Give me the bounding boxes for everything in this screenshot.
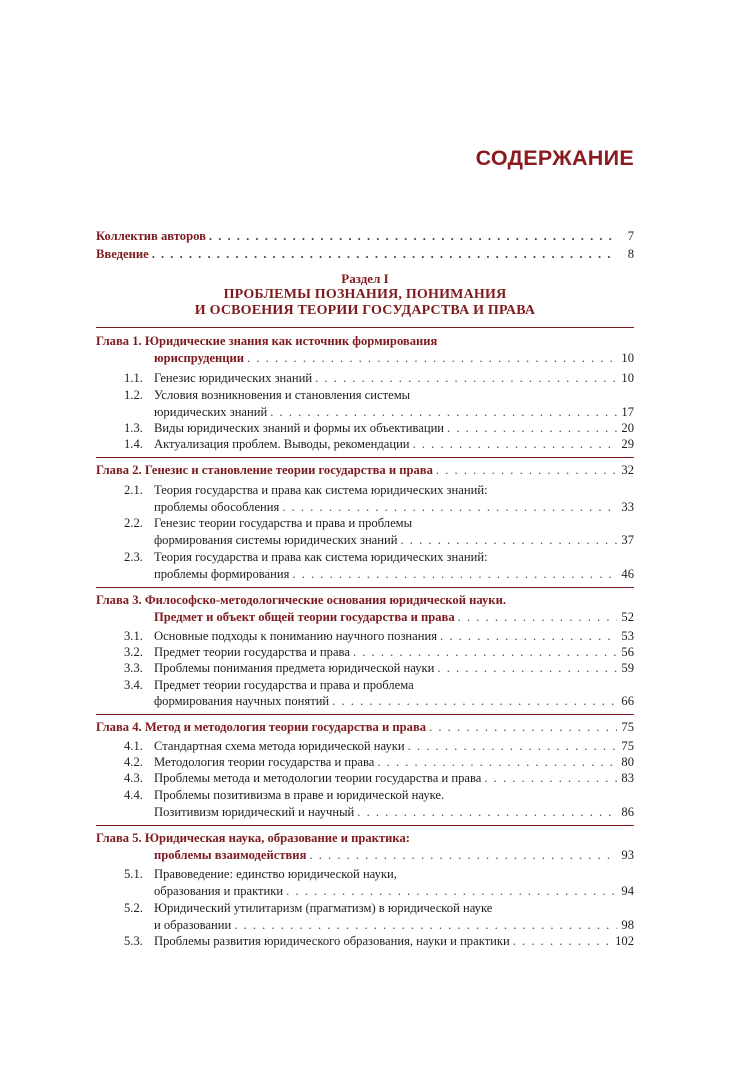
page-number: 17 [621,405,634,419]
dot-leader [408,738,617,755]
chapter-title-line1: Метод и методология теории государства и права [144,720,427,734]
section-label: Раздел I [341,271,389,286]
dot-leader [447,420,617,437]
item-number: 4.1. [124,739,143,753]
chapter-title-line2: проблемы взаимодействия [154,848,307,862]
item-title: Предмет теории государства и права и проблема [154,678,414,692]
dot-leader [247,350,617,367]
item-title-line2: проблемы обособления [154,500,280,514]
item-number: 2.1. [124,483,143,497]
item-title: Методология теории государства и права [154,755,375,769]
page-number: 75 [621,720,634,734]
page-number: 56 [621,645,634,659]
dot-leader [270,404,617,421]
dot-leader [484,770,617,787]
chapter-5-cont[interactable] [96,847,634,864]
divider [96,457,634,458]
toc-item[interactable] [124,387,634,404]
entry-label: Коллектив авторов [96,229,206,243]
toc-entry-authors[interactable] [96,228,634,245]
item-number: 3.2. [124,645,143,659]
page-number: 7 [627,229,634,243]
chapter-label: Глава 1. [96,334,142,348]
page-number: 33 [621,500,634,514]
divider [96,714,634,715]
toc-item-cont[interactable] [124,499,634,516]
item-title: Теория государства и права как система юридических знаний: [154,550,488,564]
page-number: 10 [621,351,634,365]
toc-item-cont[interactable] [124,404,634,421]
chapter-title-line1: Юридические знания как источник формирования [144,334,438,348]
dot-leader [234,917,617,934]
item-number: 4.3. [124,771,143,785]
toc-item-cont[interactable] [124,566,634,583]
dot-leader [458,609,617,626]
divider [96,825,634,826]
page-number: 32 [621,463,634,477]
page-number: 93 [621,848,634,862]
chapter-title-line2: Предмет и объект общей теории государства и права [154,610,455,624]
toc-item[interactable] [124,515,634,532]
page-number: 10 [621,371,634,385]
page-number: 46 [621,567,634,581]
dot-leader [401,532,618,549]
toc-item[interactable] [124,436,634,453]
chapter-label: Глава 3. [96,593,142,607]
chapter-title-line1: Генезис и становление теории государства и права [144,463,433,477]
page-number: 59 [621,661,634,675]
dot-leader [353,644,617,661]
item-number: 1.4. [124,437,143,451]
item-title: Виды юридических знаний и формы их объективации [154,421,445,435]
page-number: 52 [621,610,634,624]
toc-item[interactable] [124,866,634,883]
item-number: 2.2. [124,516,143,530]
item-number: 2.3. [124,550,143,564]
chapter-label: Глава 5. [96,831,142,845]
page-number: 20 [621,421,634,435]
toc-item[interactable] [124,370,634,387]
page-number: 8 [627,247,634,261]
toc-item[interactable] [124,660,634,677]
toc-item[interactable] [124,933,634,950]
page-number: 37 [621,533,634,547]
page-number: 29 [621,437,634,451]
section-title-line1: ПРОБЛЕМЫ ПОЗНАНИЯ, ПОНИМАНИЯ [223,287,507,302]
chapter-label: Глава 2. [96,463,142,477]
item-title: Юридический утилитаризм (прагматизм) в юридической науке [154,901,493,915]
item-number: 3.3. [124,661,143,675]
item-number: 5.2. [124,901,143,915]
item-title-line2: формирования научных понятий [154,694,330,708]
dot-leader [413,436,617,453]
item-number: 5.3. [124,934,143,948]
item-title: Генезис теории государства и права и проблемы [154,516,413,530]
chapter-label: Глава 4. [96,720,142,734]
toc-item-cont[interactable] [124,804,634,821]
page-number: 98 [621,918,634,932]
item-number: 1.1. [124,371,143,385]
page-number: 86 [621,805,634,819]
chapter-3[interactable] [96,592,634,609]
page-title: СОДЕРЖАНИЕ [475,146,634,170]
item-title: Теория государства и права как система юридических знаний: [154,483,488,497]
item-title-line2: формирования системы юридических знаний [154,533,398,547]
toc-item[interactable] [124,482,634,499]
item-title: Проблемы развития юридического образования, науки и практики [154,934,510,948]
toc-entry-introduction[interactable] [96,246,634,263]
chapter-3-cont[interactable] [96,609,634,626]
item-title: Правоведение: единство юридической науки, [154,867,397,881]
item-number: 4.2. [124,755,143,769]
toc-item[interactable] [124,738,634,755]
section-title-line2: И ОСВОЕНИЯ ТЕОРИИ ГОСУДАРСТВА И ПРАВА [194,303,536,318]
toc-item-cont[interactable] [124,693,634,710]
dot-leader [357,804,617,821]
page-number: 83 [621,771,634,785]
entry-label: Введение [96,247,149,261]
dot-leader [513,933,612,950]
toc-item[interactable] [124,628,634,645]
item-number: 1.2. [124,388,143,402]
item-title-line2: Позитивизм юридический и научный [154,805,355,819]
divider [96,587,634,588]
chapter-2[interactable] [96,462,634,479]
chapter-1[interactable] [96,333,634,350]
dot-leader [152,246,617,263]
item-title-line2: образования и практики [154,884,284,898]
page-number: 80 [621,755,634,769]
item-title-line2: проблемы формирования [154,567,290,581]
dot-leader [309,847,617,864]
chapter-4[interactable] [96,719,634,736]
toc-item[interactable] [124,644,634,661]
dot-leader [440,628,617,645]
item-number: 3.4. [124,678,143,692]
toc-item-cont[interactable] [124,883,634,900]
item-number: 3.1. [124,629,143,643]
toc-item[interactable] [124,787,634,804]
dot-leader [286,883,617,900]
dot-leader [209,228,617,245]
dot-leader [436,462,617,479]
item-title: Проблемы позитивизма в праве и юридической науке. [154,788,445,802]
item-title: Проблемы понимания предмета юридической науки [154,661,435,675]
item-number: 4.4. [124,788,143,802]
item-title: Предмет теории государства и права [154,645,350,659]
item-title: Основные подходы к пониманию научного познания [154,629,438,643]
chapter-5[interactable] [96,830,634,847]
chapter-1-cont[interactable] [96,350,634,367]
dot-leader [377,754,617,771]
toc-item[interactable] [124,677,634,694]
toc-item-cont[interactable] [124,917,634,934]
item-title-line2: юридических знаний [154,405,268,419]
dot-leader [292,566,617,583]
dot-leader [282,499,617,516]
item-title: Условия возникновения и становления системы [154,388,411,402]
item-title: Стандартная схема метода юридической науки [154,739,405,753]
dot-leader [315,370,617,387]
item-number: 5.1. [124,867,143,881]
dot-leader [332,693,617,710]
toc-item-cont[interactable] [124,532,634,549]
chapter-title-line1: Юридическая наука, образование и практика: [144,831,410,845]
toc-item[interactable] [124,770,634,787]
dot-leader [429,719,617,736]
toc-item[interactable] [124,900,634,917]
item-number: 1.3. [124,421,143,435]
chapter-title-line2: юриспруденции [154,351,245,365]
item-title-line2: и образовании [154,918,232,932]
chapter-title-line1: Философско-методологические основания юридической науки. [144,593,506,607]
toc-item[interactable] [124,549,634,566]
item-title: Проблемы метода и методологии теории государства и права [154,771,482,785]
dot-leader [437,660,617,677]
page-number: 102 [615,934,634,948]
item-title: Актуализация проблем. Выводы, рекомендации [154,437,410,451]
item-title: Генезис юридических знаний [154,371,313,385]
toc-item[interactable] [124,420,634,437]
page-number: 53 [621,629,634,643]
page-number: 94 [621,884,634,898]
page-number: 75 [621,739,634,753]
toc-item[interactable] [124,754,634,771]
section-heading [96,271,634,319]
page-number: 66 [621,694,634,708]
divider [96,327,634,328]
